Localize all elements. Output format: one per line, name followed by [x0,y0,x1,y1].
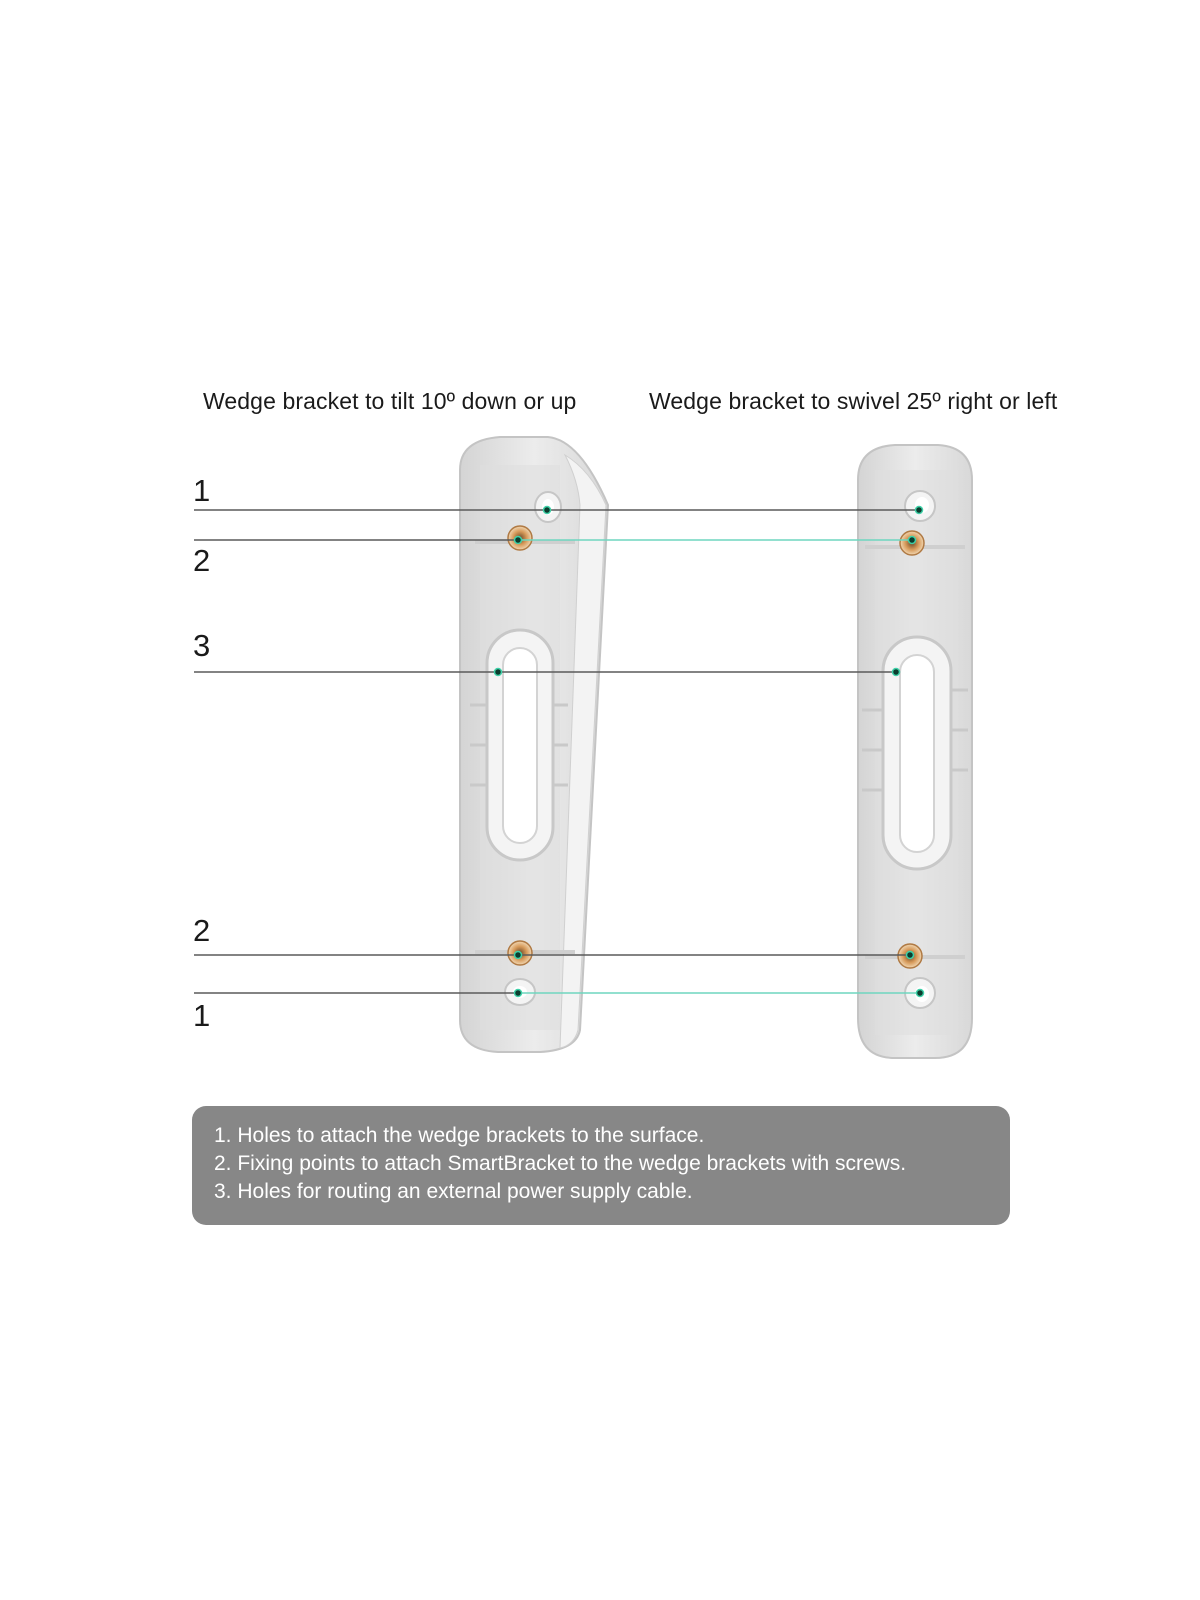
callout-number-2-bottom: 2 [193,913,211,948]
dot-hole-1-top-right [916,507,923,514]
left-bracket-caption: Wedge bracket to tilt 10º down or up [203,388,577,414]
right-bracket-caption: Wedge bracket to swivel 25º right or left [649,388,1058,414]
dot-fixing-2-top-left [515,537,522,544]
legend-item-fixing-points: 2. Fixing points to attach SmartBracket to the wedge brackets with screws. [214,1152,907,1175]
dot-hole-1-bottom-right [917,990,924,997]
swivel-wedge-bracket [858,445,972,1058]
legend-item-cable-holes: 3. Holes for routing an external power supply cable. [214,1180,693,1203]
legend-item-holes: 1. Holes to attach the wedge brackets to the surface. [214,1124,705,1147]
dot-cable-hole-3-right [893,669,900,676]
dot-cable-hole-3-left [495,669,502,676]
dot-fixing-2-top-right [909,537,916,544]
dot-hole-1-top-left [544,507,551,514]
callout-number-1-bottom: 1 [193,998,211,1033]
dot-fixing-2-bottom-right [907,952,914,959]
callout-number-3: 3 [193,628,211,663]
dot-hole-1-bottom-left [515,990,522,997]
callout-number-2-top: 2 [193,543,211,578]
dot-fixing-2-bottom-left [515,952,522,959]
tilt-wedge-bracket [460,437,608,1052]
legend-box [192,1106,1010,1225]
callout-number-1-top: 1 [193,473,211,508]
